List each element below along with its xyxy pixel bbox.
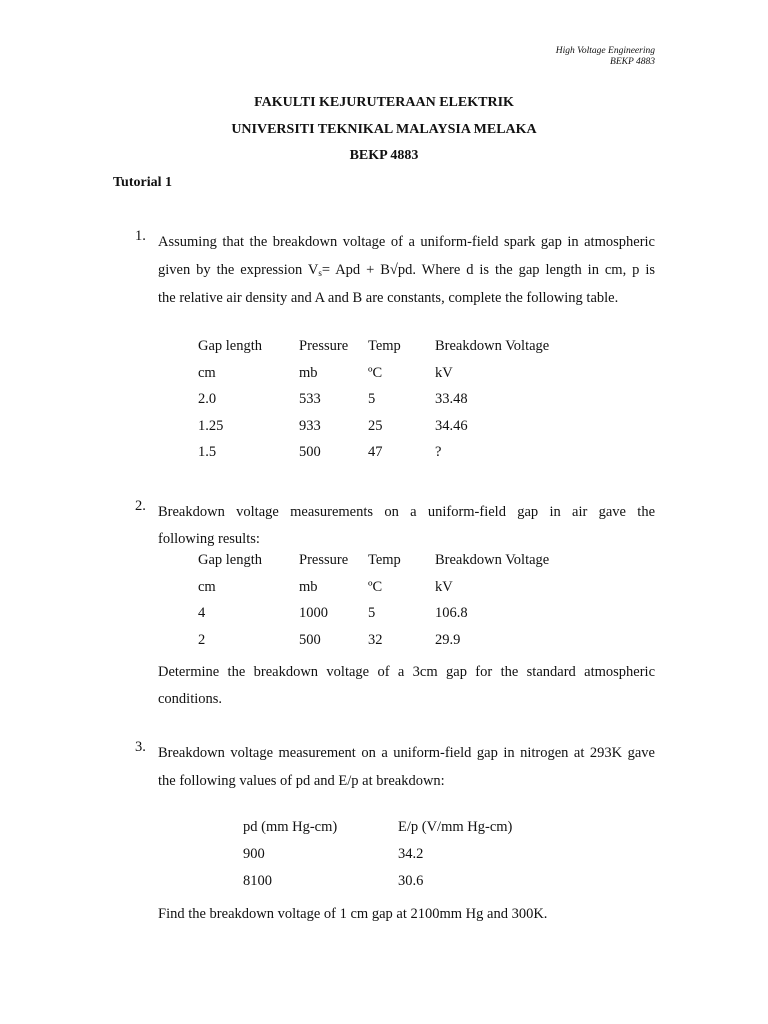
question-3-line-1: Breakdown voltage measurement on a uniform-field gap in nitrogen at 293K gave xyxy=(158,745,655,761)
table-cell: 1.25 xyxy=(198,417,224,434)
unit-cell: cm xyxy=(198,578,216,595)
table-cell: 4 xyxy=(198,605,206,621)
table-cell: 1000 xyxy=(299,605,328,621)
question-3-line-2: the following values of pd and E/p at breakdown: xyxy=(158,773,445,789)
unit-cell: cm xyxy=(198,364,216,381)
table-cell: ? xyxy=(435,444,442,460)
unit-cell: kV xyxy=(435,364,453,381)
table-cell: 8100 xyxy=(243,873,272,889)
table-cell: 500 xyxy=(299,631,321,648)
table-cell: 2.0 xyxy=(198,391,217,407)
course-code-title: BEKP 4883 xyxy=(349,148,419,163)
col-header-temp: Temp xyxy=(368,338,401,354)
table-cell: 32 xyxy=(368,631,383,648)
table-cell: 47 xyxy=(368,444,383,460)
table-cell: 5 xyxy=(368,391,376,407)
col-header-breakdown-voltage: Breakdown Voltage xyxy=(435,338,550,354)
table-cell: 1.5 xyxy=(198,444,217,460)
unit-cell: mb xyxy=(299,578,318,595)
table-cell: 533 xyxy=(299,391,321,407)
col-header-temp: Temp xyxy=(368,552,401,568)
question-3-after-line: Find the breakdown voltage of 1 cm gap at 2100mm Hg and 300K. xyxy=(158,906,548,922)
col-header-breakdown-voltage: Breakdown Voltage xyxy=(435,552,550,568)
running-header xyxy=(556,46,655,68)
col-header-gap-length: Gap length xyxy=(198,338,263,354)
question-1-line-3: the relative air density and A and B are constants, complete the following table. xyxy=(158,290,619,306)
table-cell: 2 xyxy=(198,631,206,648)
question-2-line-1: Breakdown voltage measurements on a uniform-field gap in air gave the xyxy=(158,504,655,520)
table-cell: 106.8 xyxy=(435,605,468,621)
col-header-pd: pd (mm Hg-cm) xyxy=(243,819,338,835)
q1-expr-pre: given by the expression V xyxy=(158,262,319,278)
question-2-number: 2. xyxy=(135,498,146,514)
q1-expr-post: = Apd + B√pd. Where d is the gap length in cm, p is xyxy=(321,262,655,278)
q1-expr-sub: s xyxy=(318,268,322,278)
table-cell: 34.46 xyxy=(435,417,468,434)
question-2-after-line-2: conditions. xyxy=(158,691,223,707)
question-1-line-1: Assuming that the breakdown voltage of a uniform-field spark gap in atmospheric xyxy=(158,234,655,250)
unit-cell: ºC xyxy=(368,364,383,381)
col-header-pressure: Pressure xyxy=(299,552,349,568)
table-cell: 34.2 xyxy=(398,846,424,862)
header-course-code: BEKP 4883 xyxy=(610,57,655,67)
table-cell: 900 xyxy=(243,846,265,862)
table-cell: 33.48 xyxy=(435,391,468,407)
table-cell: 29.9 xyxy=(435,631,461,648)
table-cell: 933 xyxy=(299,417,321,434)
question-2-line-2: following results: xyxy=(158,531,260,547)
question-1-line-2 xyxy=(158,256,655,288)
unit-cell: mb xyxy=(299,364,318,381)
col-header-gap-length: Gap length xyxy=(198,552,263,568)
unit-cell: kV xyxy=(435,578,453,595)
unit-cell: ºC xyxy=(368,578,383,595)
question-1-number: 1. xyxy=(135,228,146,244)
tutorial-heading: Tutorial 1 xyxy=(113,175,172,190)
header-course-name: High Voltage Engineering xyxy=(555,46,655,56)
question-3-number: 3. xyxy=(135,739,146,755)
table-cell: 30.6 xyxy=(398,873,424,889)
table-cell: 5 xyxy=(368,605,376,621)
table-cell: 25 xyxy=(368,417,383,434)
col-header-e-over-p: E/p (V/mm Hg-cm) xyxy=(398,819,513,835)
question-2-after-line-1: Determine the breakdown voltage of a 3cm gap for the standard atmospheric xyxy=(158,664,655,680)
table-cell: 500 xyxy=(299,444,321,460)
faculty-title: FAKULTI KEJURUTERAAN ELEKTRIK xyxy=(254,95,514,110)
col-header-pressure: Pressure xyxy=(299,338,349,354)
university-title: UNIVERSITI TEKNIKAL MALAYSIA MELAKA xyxy=(231,122,537,137)
